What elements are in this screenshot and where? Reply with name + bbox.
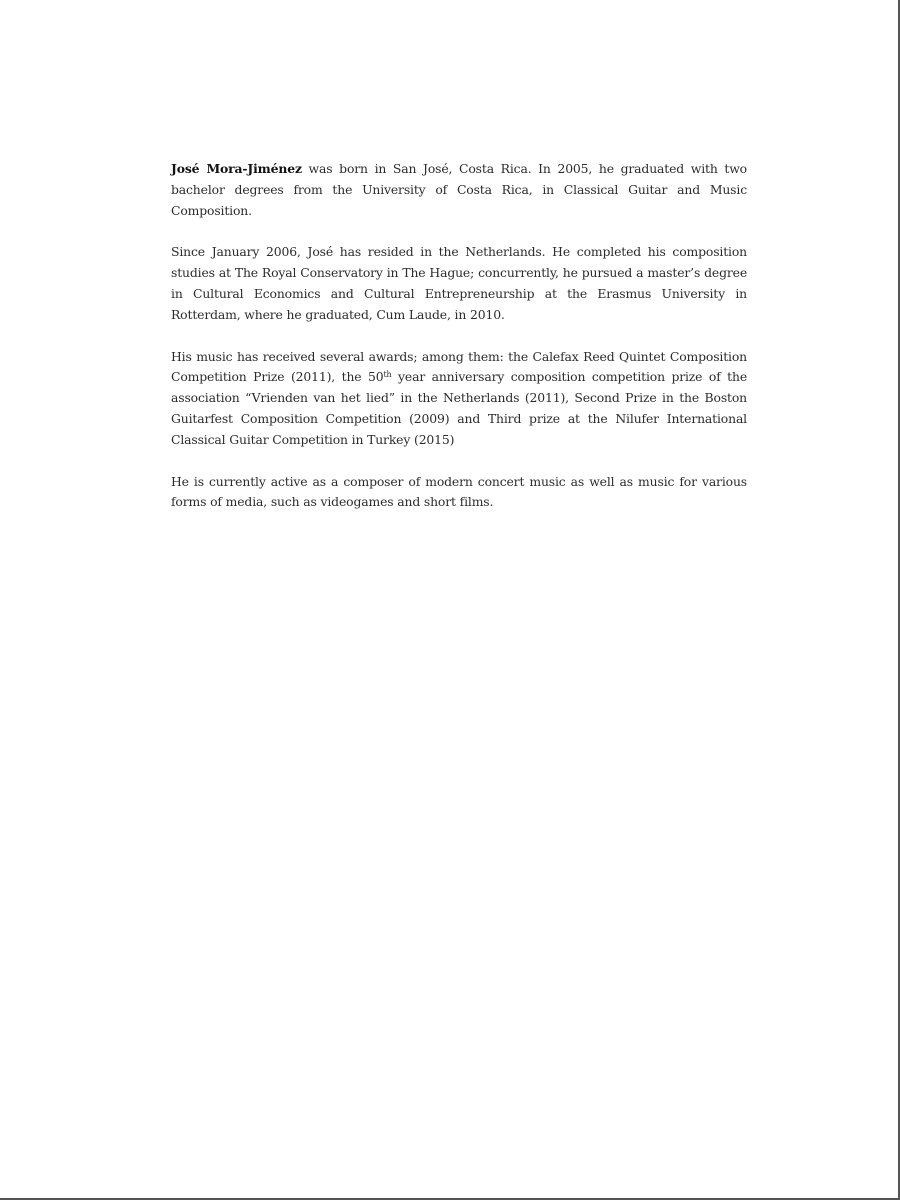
- bio-paragraph-2: Since January 2006, José has resided in the Netherlands. He completed his composition studies at The Royal Conservatory in The Hague; concurrently, he pursued a master’s degree in Cultural Economics and Cultural Entrepreneurship at the Erasmus University in Rotterdam, where he graduated, Cum Laude, in 2010.: [171, 244, 747, 322]
- ordinal-suffix: th: [383, 370, 392, 380]
- bio-paragraph-3: [171, 347, 747, 451]
- composer-name: José Mora-Jiménez: [171, 161, 302, 176]
- bio-paragraph-3-text-end: year anniversary composition competition prize of the association “Vrienden van het lied” in the Netherlands (2011), Second Prize in the Boston Guitarfest Composition Competition (2009) and Third prize at the Nilufer International Classical Guitar Competition in Turkey (2015): [171, 369, 747, 447]
- bio-paragraph-4: He is currently active as a composer of modern concert music as well as music for various forms of media, such as videogames and short films.: [171, 473, 747, 510]
- biography-text: [171, 159, 747, 534]
- bio-paragraph-1: [171, 159, 747, 221]
- bio-paragraph-1-text: was born in San José, Costa Rica. In 2005, he graduated with two bachelor degrees from the University of Costa Rica, in Classical Guitar and Music Composition.: [171, 161, 747, 218]
- bio-paragraph-3-text-start: His music has received several awards; among them: the Calefax Reed Quintet Composition Competition Prize (2011), the 50: [171, 348, 747, 385]
